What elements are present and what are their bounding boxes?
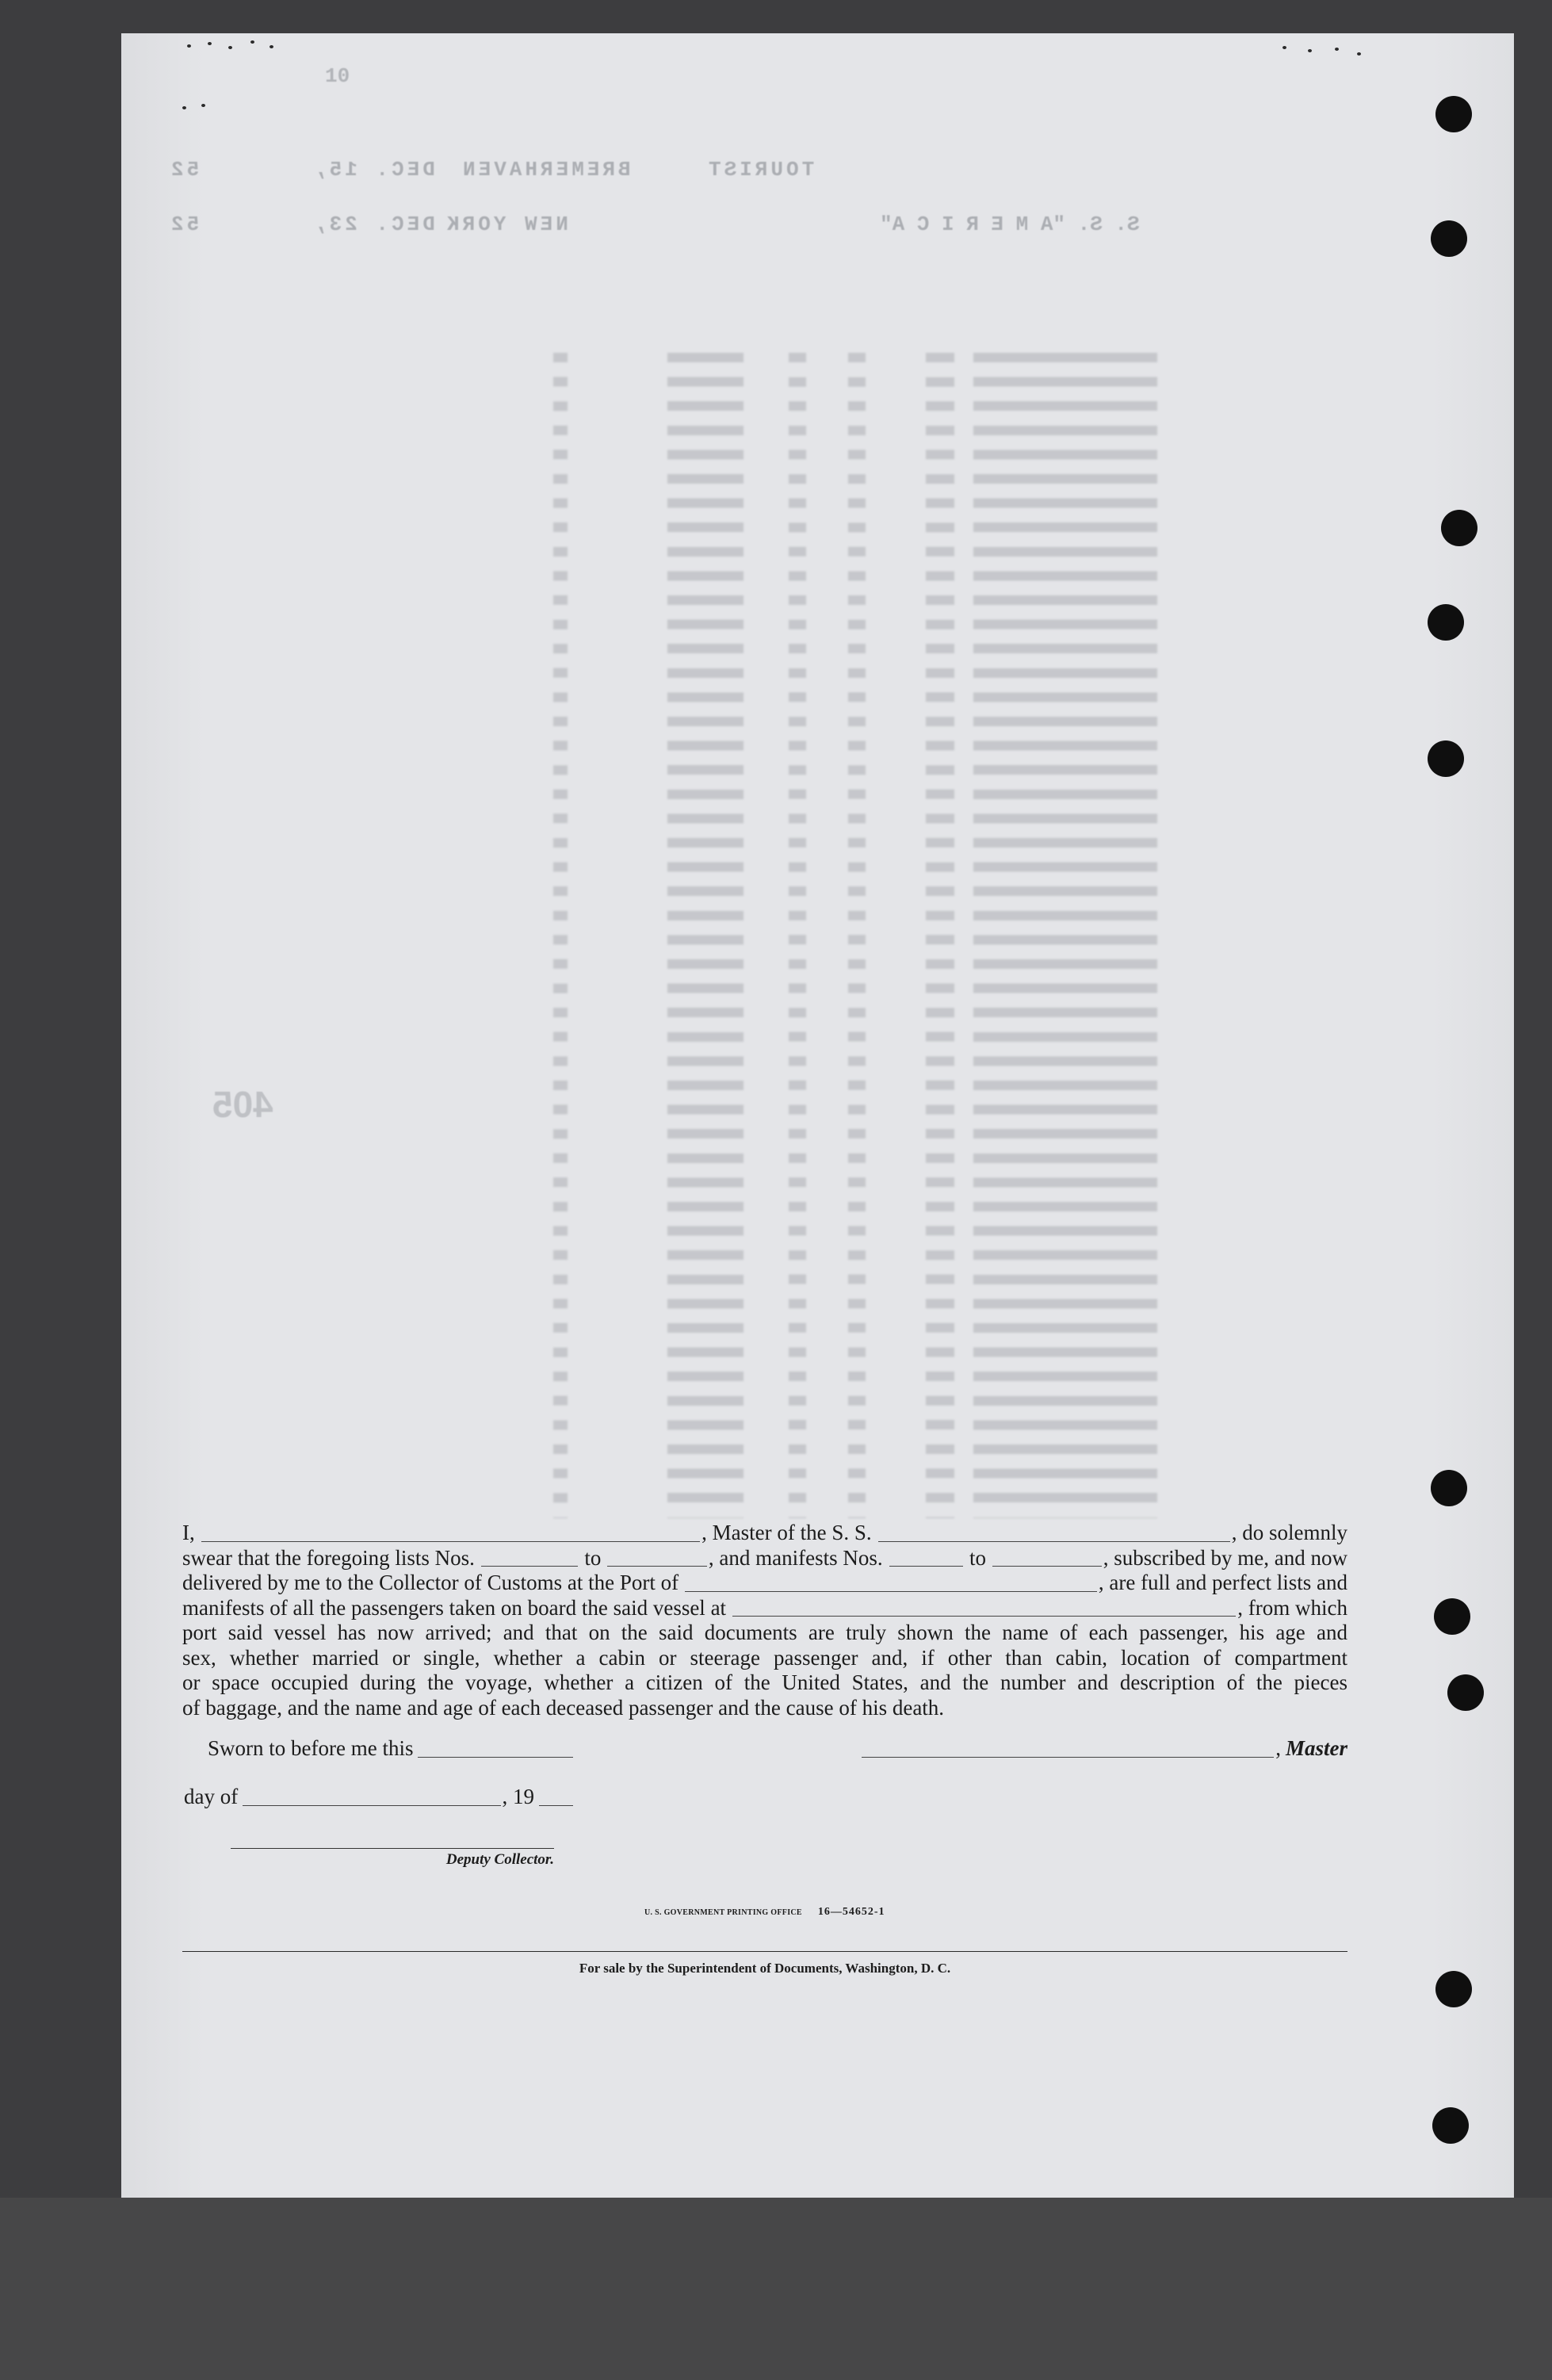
fill-line-master-signature [862, 1738, 1274, 1758]
fill-line-month [243, 1786, 500, 1806]
printer-name: U. S. GOVERNMENT PRINTING OFFICE [644, 1908, 802, 1917]
speck [228, 46, 232, 49]
oath-text: manifests of all the passengers taken on board the said vessel at [182, 1595, 727, 1620]
fill-line-master-name [201, 1522, 700, 1542]
oath-line-1 [182, 1521, 1347, 1546]
speck [1357, 52, 1361, 55]
speck [1335, 48, 1339, 51]
punch-hole [1431, 1470, 1467, 1506]
oath-line-3 [182, 1571, 1347, 1596]
year-prefix: , 19 [502, 1785, 534, 1808]
fill-line-list-from [481, 1547, 578, 1567]
oath-text: , subscribed by me, and now [1103, 1545, 1347, 1570]
deputy-collector-label: Deputy Collector. [445, 1851, 554, 1868]
oath-line-6: sex, whether married or single, whether a cabin or steerage passenger and, if other than cabin, location of compartment [182, 1645, 1347, 1670]
oath-line-7: or space occupied during the voyage, whether a citizen of the United States, and the number and description of the pieces [182, 1670, 1347, 1694]
bleed-class: TOURIST [705, 158, 815, 182]
master-signature-line [862, 1736, 1347, 1762]
scan-bottom-margin [0, 2198, 1552, 2380]
bleed-through-column [667, 353, 744, 1518]
bleed-through-column [789, 353, 806, 1518]
oath-line-2 [182, 1546, 1347, 1571]
oath-text: , and manifests Nos. [708, 1545, 883, 1570]
bleed-arrival-year: 52 [168, 158, 200, 182]
speck [269, 45, 273, 48]
oath-paragraph [182, 1521, 1347, 1720]
day-of-line [184, 1785, 573, 1810]
form-code: 16—54652-1 [817, 1906, 885, 1918]
punch-hole [1431, 220, 1467, 257]
oath-text: , from which [1237, 1595, 1347, 1620]
bleed-arrival-year-2: 52 [168, 212, 200, 236]
punch-hole [1441, 510, 1477, 546]
punch-hole [1434, 1598, 1470, 1635]
punch-hole [1432, 2107, 1469, 2144]
oath-text: , do solemnly [1231, 1521, 1347, 1544]
speck [208, 42, 212, 45]
speck [1308, 49, 1312, 52]
speck [1283, 46, 1286, 49]
fill-line-vessel [878, 1522, 1230, 1542]
speck [182, 106, 186, 109]
speck [250, 40, 254, 44]
oath-text: swear that the foregoing lists Nos. [182, 1545, 475, 1570]
fill-line-year [539, 1786, 573, 1806]
fill-line-sworn-day [418, 1738, 573, 1758]
master-label: Master [1285, 1736, 1347, 1760]
deputy-signature-line [231, 1848, 554, 1849]
sworn-line [208, 1736, 573, 1762]
bleed-vessel-name: S. S. "A M E R I C A" [880, 212, 1140, 236]
oath-line-5: port said vessel has now arrived; and that on the said documents are truly shown the name of each passenger, his age and [182, 1620, 1347, 1644]
oath-text: to [969, 1545, 987, 1570]
bleed-through-column [848, 353, 866, 1518]
oath-line-4 [182, 1596, 1347, 1621]
master-comma: , [1275, 1736, 1281, 1760]
oath-line-8: of baggage, and the name and age of each deceased passenger and the cause of his death. [182, 1695, 945, 1720]
bleed-arrival-port: NEW YORK [444, 212, 568, 236]
oath-text: I, [182, 1521, 195, 1544]
punch-hole [1435, 96, 1472, 132]
bleed-departure-port: BREMERHAVEN [460, 158, 631, 182]
manifest-page [121, 33, 1514, 2198]
fill-line-list-to [607, 1547, 707, 1567]
printer-imprint [644, 1906, 885, 1919]
footer-rule [182, 1951, 1347, 1952]
bleed-through-column [553, 353, 568, 1518]
speck [201, 104, 205, 107]
fill-line-embarkation [732, 1597, 1236, 1617]
punch-hole [1447, 1674, 1484, 1711]
fill-line-port [685, 1572, 1097, 1592]
bleed-page-number: 10 [325, 64, 350, 88]
bleed-departure-date: DEC. 15, [311, 158, 435, 182]
day-of-label: day of [184, 1785, 239, 1808]
punch-hole [1428, 604, 1464, 641]
bleed-through-column [926, 353, 954, 1518]
bleed-arrival-date: DEC. 23, [311, 212, 435, 236]
oath-text: delivered by me to the Collector of Customs at the Port of [182, 1571, 679, 1594]
oath-text: , Master of the S. S. [701, 1521, 872, 1544]
punch-hole [1428, 740, 1464, 777]
fill-line-manifest-to [992, 1547, 1102, 1567]
bleed-through-column [973, 353, 1157, 1518]
punch-hole [1435, 1971, 1472, 2007]
oath-text: , are full and perfect lists and [1098, 1571, 1347, 1594]
sworn-label: Sworn to before me this [208, 1736, 414, 1760]
fill-line-manifest-from [889, 1547, 963, 1567]
oath-text: to [584, 1545, 602, 1570]
speck [187, 44, 191, 48]
bleed-stamp-number: 405 [212, 1084, 273, 1125]
sale-notice: For sale by the Superintendent of Documents, Washington, D. C. [579, 1961, 951, 1976]
